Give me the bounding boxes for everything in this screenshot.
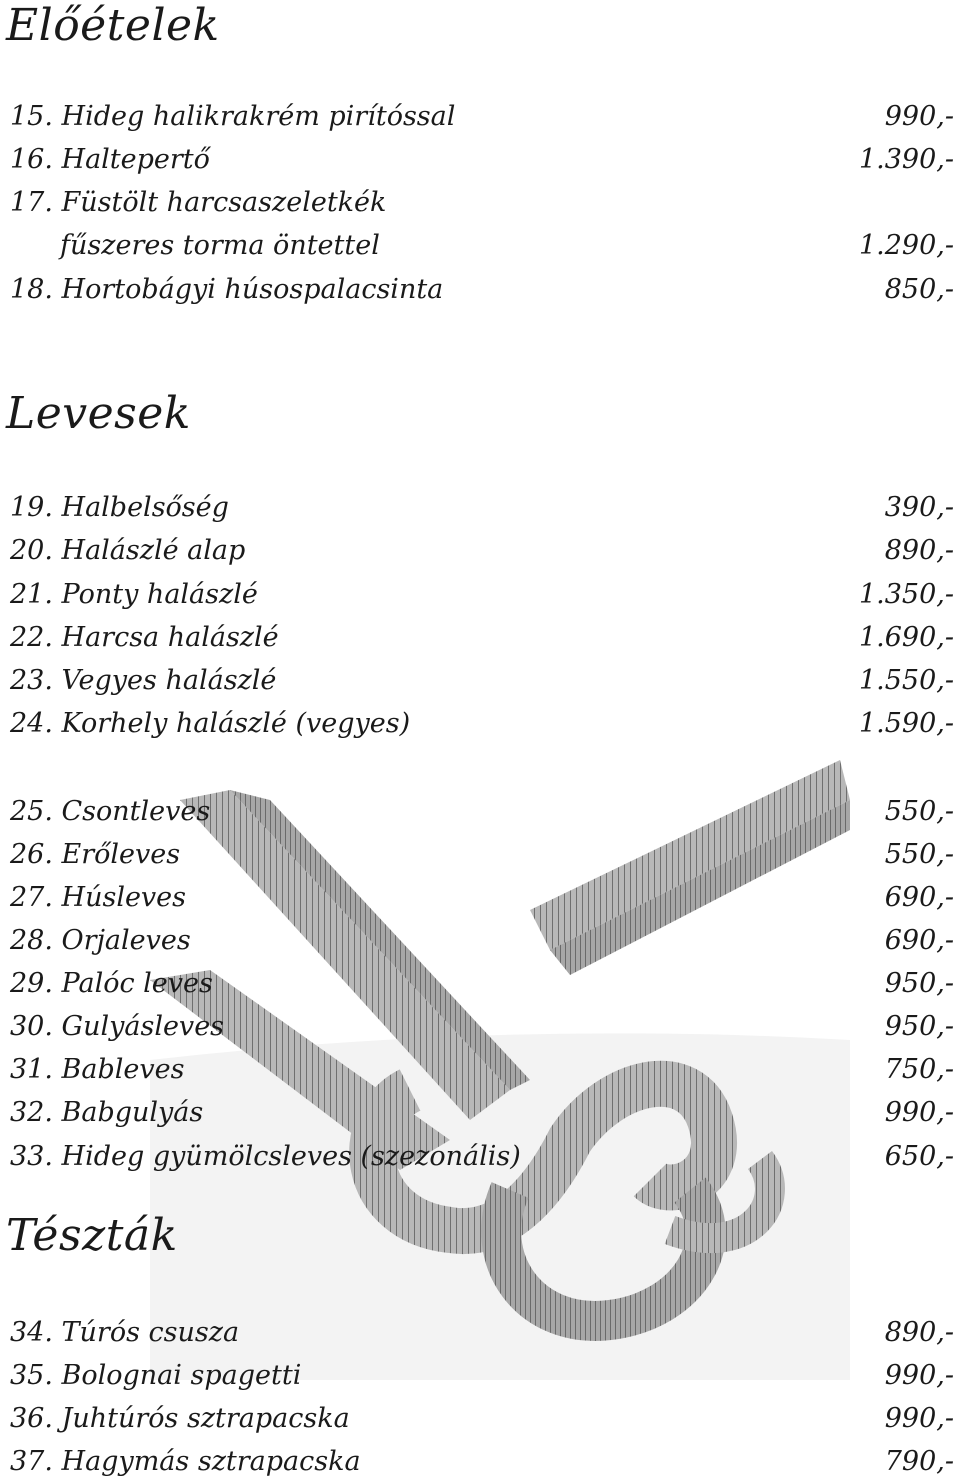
item-name: fűszeres torma öntettel <box>60 230 380 261</box>
item-price: 550,- <box>884 796 954 827</box>
section-title-eloetelek: Előételek <box>6 0 220 51</box>
item-name: 29. Palóc leves <box>10 968 213 999</box>
item-name: 28. Orjaleves <box>10 925 191 956</box>
item-price: 1.350,- <box>858 579 954 610</box>
item-name: 27. Húsleves <box>10 882 187 913</box>
item-name: 18. Hortobágyi húsospalacsinta <box>10 274 444 305</box>
menu-item <box>10 575 954 615</box>
section-title-tesztak: Tészták <box>6 1210 178 1261</box>
menu-item <box>10 704 954 744</box>
item-price: 950,- <box>884 1011 954 1042</box>
item-name: 37. Hagymás sztrapacska <box>10 1446 361 1477</box>
item-price: 990,- <box>884 101 954 132</box>
item-price: 790,- <box>884 1446 954 1477</box>
item-price: 550,- <box>884 839 954 870</box>
menu-item <box>10 1137 954 1177</box>
item-name: 20. Halászlé alap <box>10 535 246 566</box>
menu-item <box>10 878 954 918</box>
item-name: 36. Juhtúrós sztrapacska <box>10 1403 350 1434</box>
menu-item <box>10 964 954 1004</box>
menu-item <box>10 226 954 266</box>
menu-item <box>10 661 954 701</box>
menu-item <box>10 1356 954 1396</box>
item-price: 890,- <box>884 535 954 566</box>
item-name: 15. Hideg halikrakrém pirítóssal <box>10 101 456 132</box>
item-name: 22. Harcsa halászlé <box>10 622 279 653</box>
item-price: 990,- <box>884 1360 954 1391</box>
item-price: 1.550,- <box>858 665 954 696</box>
item-name: 21. Ponty halászlé <box>10 579 258 610</box>
item-name: 34. Túrós csusza <box>10 1317 240 1348</box>
item-price: 1.390,- <box>858 144 954 175</box>
item-name: 32. Babgulyás <box>10 1097 204 1128</box>
menu-item <box>10 1050 954 1090</box>
menu-item <box>10 488 954 528</box>
menu-item <box>10 270 954 310</box>
item-price: 1.290,- <box>858 230 954 261</box>
section-title-levesek: Levesek <box>6 388 191 439</box>
item-name: 24. Korhely halászlé (vegyes) <box>10 708 411 739</box>
item-name: 17. Füstölt harcsaszeletkék <box>10 187 387 218</box>
menu-item <box>10 97 954 137</box>
item-price: 890,- <box>884 1317 954 1348</box>
menu-item <box>10 1399 954 1439</box>
menu-item <box>10 531 954 571</box>
item-price: 690,- <box>884 925 954 956</box>
menu-item <box>10 183 954 223</box>
item-price: 1.590,- <box>858 708 954 739</box>
item-price: 650,- <box>884 1141 954 1172</box>
item-name: 16. Haltepertő <box>10 144 210 175</box>
item-name: 23. Vegyes halászlé <box>10 665 277 696</box>
item-name: 19. Halbelsőség <box>10 492 229 523</box>
item-price: 850,- <box>884 274 954 305</box>
menu-item <box>10 1007 954 1047</box>
menu-item <box>10 792 954 832</box>
menu-item <box>10 618 954 658</box>
item-name: 25. Csontleves <box>10 796 211 827</box>
item-name: 35. Bolognai spagetti <box>10 1360 302 1391</box>
item-name: 31. Bableves <box>10 1054 185 1085</box>
item-name: 33. Hideg gyümölcsleves (szezonális) <box>10 1141 521 1172</box>
menu-item <box>10 921 954 961</box>
item-price: 990,- <box>884 1403 954 1434</box>
menu-item <box>10 1442 954 1482</box>
item-name: 30. Gulyásleves <box>10 1011 225 1042</box>
item-price: 690,- <box>884 882 954 913</box>
item-price: 950,- <box>884 968 954 999</box>
item-price: 990,- <box>884 1097 954 1128</box>
item-price: 1.690,- <box>858 622 954 653</box>
menu-item <box>10 140 954 180</box>
menu-item <box>10 1093 954 1133</box>
item-price: 750,- <box>884 1054 954 1085</box>
menu-item <box>10 835 954 875</box>
item-name: 26. Erőleves <box>10 839 181 870</box>
menu-item <box>10 1313 954 1353</box>
item-price: 390,- <box>884 492 954 523</box>
